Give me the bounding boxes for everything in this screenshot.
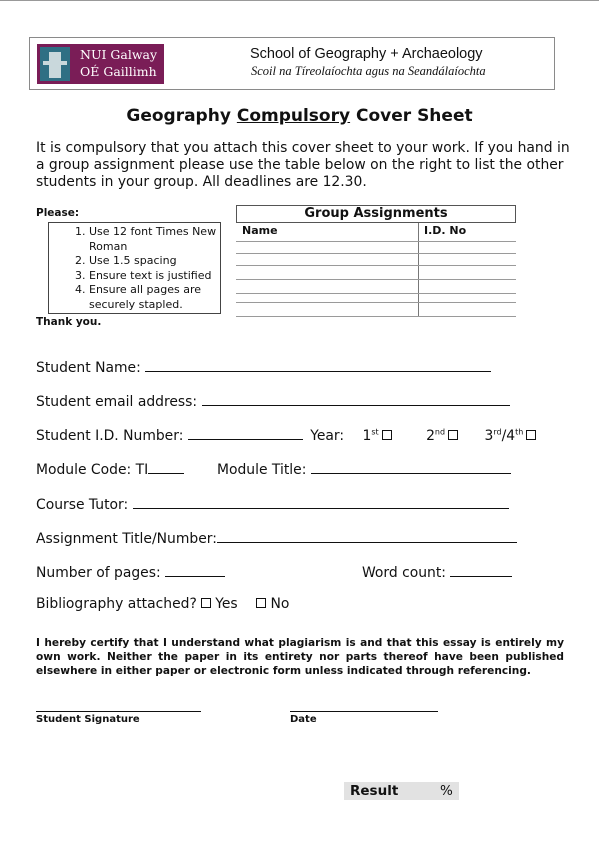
logo-text-english: NUI Galway [80,47,158,62]
id-year-row [36,425,536,444]
year-3-4-label: 3rd/4th [484,427,524,444]
result-label: Result [350,783,399,799]
year-2-label: 2nd [426,427,446,444]
bibliography-no-label: No [270,596,290,612]
group-table-row-line [236,253,516,254]
please-heading: Please: [36,207,80,219]
logo-text-irish: OÉ Gaillimh [80,64,157,79]
bibliography-yes-checkbox[interactable] [201,598,211,608]
module-title-row [217,459,511,478]
module-title-label: Module Title: [217,462,307,478]
student-signature-field[interactable] [36,711,201,712]
num-pages-field[interactable] [165,562,225,577]
thank-you-note: Thank you. [36,316,102,328]
bibliography-no-checkbox[interactable] [256,598,266,608]
bibliography-row [36,596,289,612]
year-3-4-checkbox[interactable] [526,430,536,440]
nui-galway-logo [37,44,164,84]
module-row [36,459,184,478]
rule-item: 4. Ensure all pages are securely stapled. [89,283,220,312]
course-tutor-label: Course Tutor: [36,497,129,513]
rules-list [49,223,220,313]
university-tower-icon [40,47,70,81]
word-count-field[interactable] [450,562,512,577]
rule-item: 3. Ensure text is justified [89,269,220,284]
group-table-row-line [236,316,516,317]
student-name-field[interactable] [145,357,491,372]
assignment-title-row [36,528,517,547]
pages-row [36,562,225,581]
result-percent-sign: % [440,783,453,799]
bibliography-yes-label: Yes [215,596,238,612]
module-code-field[interactable] [148,459,184,474]
email-label: Student email address: [36,394,198,410]
student-name-label: Student Name: [36,360,141,376]
group-table-header-id: I.D. No [424,224,467,237]
group-table-row-line [236,265,516,266]
id-number-field[interactable] [188,425,303,440]
word-count-label: Word count: [362,565,446,581]
num-pages-label: Number of pages: [36,565,161,581]
assignment-title-label: Assignment Title/Number: [36,531,217,547]
group-table-title: Group Assignments [236,205,516,223]
group-table-header-name: Name [242,224,278,237]
result-box [344,782,459,800]
module-title-field[interactable] [311,459,511,474]
school-name-irish: Scoil na Tíreolaíochta agus na Seandálaíochta [251,64,486,78]
student-name-row [36,357,491,376]
rule-item: 1. Use 12 font Times New Roman [89,225,220,254]
page-title [0,106,599,126]
year-2-checkbox[interactable] [448,430,458,440]
email-row [36,391,510,410]
word-count-row [362,562,512,581]
school-name-english: School of Geography + Archaeology [250,46,483,62]
year-label: Year: [310,428,345,444]
student-signature-label: Student Signature [36,714,140,725]
intro-paragraph: It is compulsory that you attach this cover sheet to your work. If you hand in a group assignment please use the table below on the right to list the other students in your group. All deadlines are 12.30. [36,140,570,190]
date-label: Date [290,714,317,725]
assignment-title-field[interactable] [217,528,517,543]
course-tutor-field[interactable] [133,494,509,509]
rules-box [48,222,221,314]
rule-item: 2. Use 1.5 spacing [89,254,220,269]
plagiarism-certification: I hereby certify that I understand what plagiarism is and that this essay is entirely my own work. Neither the paper in its entirety nor parts thereof have been published elsewhere in either paper or electronic form unless indicated through referencing. [36,637,564,677]
module-code-label: Module Code: TI [36,462,149,478]
title-part-1: Geography [126,106,237,126]
date-field[interactable] [290,711,438,712]
group-table-row-line [236,302,516,303]
title-underlined-word: Compulsory [236,106,351,126]
email-field[interactable] [202,391,510,406]
id-number-label: Student I.D. Number: [36,428,184,444]
top-border [0,0,599,1]
group-table-row-line [236,241,516,242]
title-part-2: Cover Sheet [350,106,473,126]
group-table-row-line [236,279,516,280]
year-1-label: 1st [362,427,379,444]
bibliography-label: Bibliography attached? [36,596,197,612]
group-table-row-line [236,293,516,294]
course-tutor-row [36,494,509,513]
year-1-checkbox[interactable] [382,430,392,440]
